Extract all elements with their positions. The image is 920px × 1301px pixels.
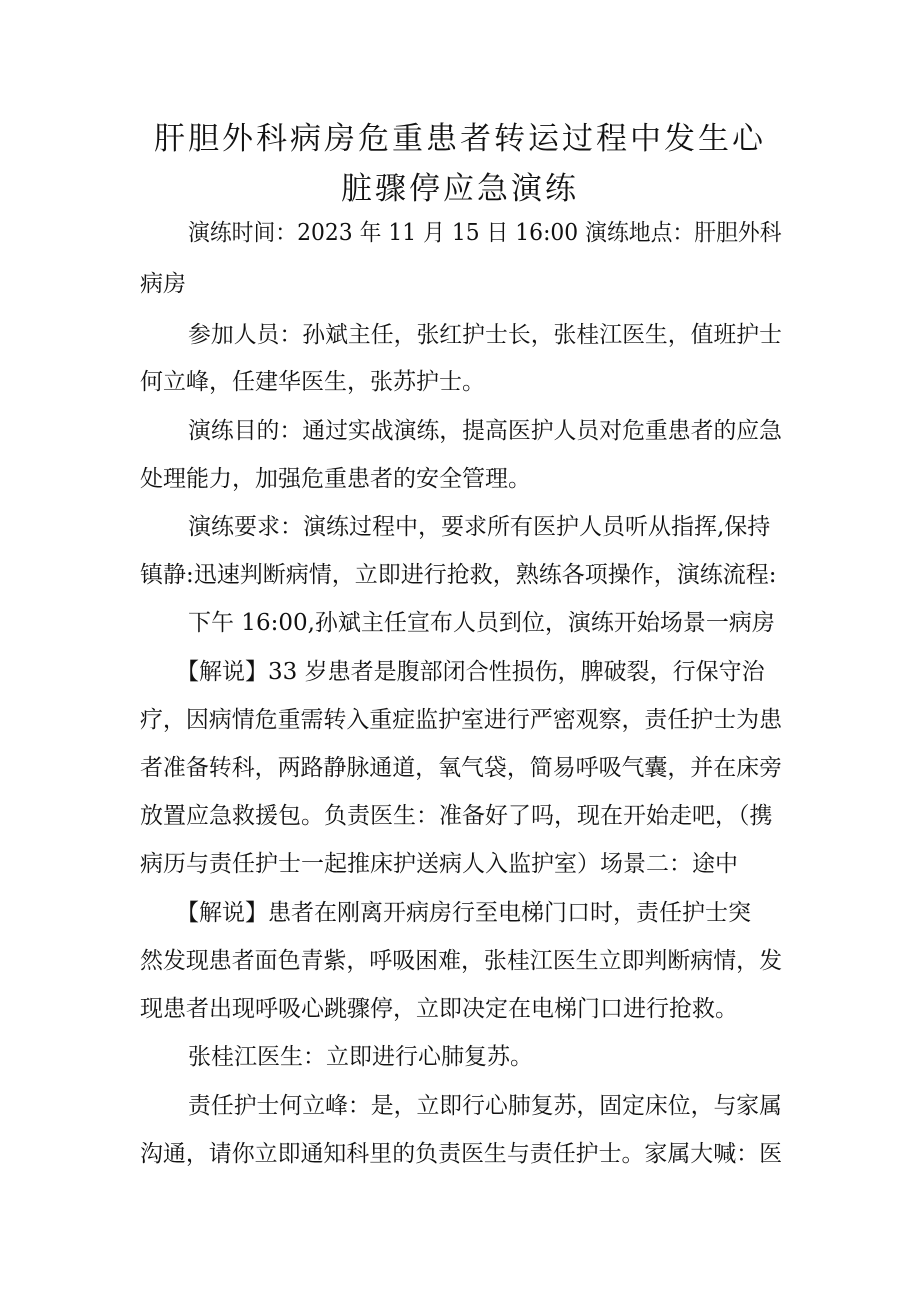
scene1-line-2: 疗，因病情危重需转入重症监护室进行严密观察，责任护士为患 [140,707,782,733]
scene1-line-1: 【解说】33 岁患者是腹部闭合性损伤，脾破裂，行保守治 [176,659,765,685]
doctor-line: 张桂江医生：立即进行心肺复苏。 [188,1044,533,1070]
nurse-line-2: 沟通，请你立即通知科里的负责医生与责任护士。家属大喊：医 [140,1141,782,1167]
time-line-2: 病房 [140,271,186,297]
requirements-line-2: 镇静:迅速判断病情，立即进行抢救，熟练各项操作，演练流程: [140,562,777,588]
scene1-line-4: 放置应急救援包。负责医生：准备好了吗，现在开始走吧，（携 [140,803,773,829]
scene2-line-3: 现患者出现呼吸心跳骤停，立即决定在电梯门口进行抢救。 [140,996,738,1022]
scene2-line-1: 【解说】患者在刚离开病房行至电梯门口时，责任护士突 [176,900,751,926]
purpose-line-1: 演练目的：通过实战演练，提高医护人员对危重患者的应急 [188,418,782,444]
requirements-line-1: 演练要求：演练过程中，要求所有医护人员听从指挥,保持 [188,514,771,540]
purpose-line-2: 处理能力，加强危重患者的安全管理。 [140,466,531,492]
scene1-line-3: 者准备转科，两路静脉通道，氧气袋，简易呼吸气囊，并在床旁 [140,755,782,781]
participants-line-1: 参加人员：孙斌主任，张红护士长，张桂江医生，值班护士 [188,322,782,348]
scene1-line-5: 病历与责任护士一起推床护送病人入监护室）场景二：途中 [140,851,738,877]
time-line-1: 演练时间：2023 年 11 月 15 日 16:00 演练地点：肝胆外科 [188,220,782,246]
participants-line-2: 何立峰，任建华医生，张苏护士。 [140,369,485,395]
start-line: 下午 16:00,孙斌主任宣布人员到位，演练开始场景一病房 [188,610,775,636]
title-line-2: 脏骤停应急演练 [341,171,579,207]
nurse-line-1: 责任护士何立峰：是，立即行心肺复苏，固定床位，与家属 [188,1093,782,1119]
scene2-line-2: 然发现患者面色青紫，呼吸困难，张桂江医生立即判断病情，发 [140,948,782,974]
title-line-1: 肝胆外科病房危重患者转运过程中发生心 [154,121,766,157]
